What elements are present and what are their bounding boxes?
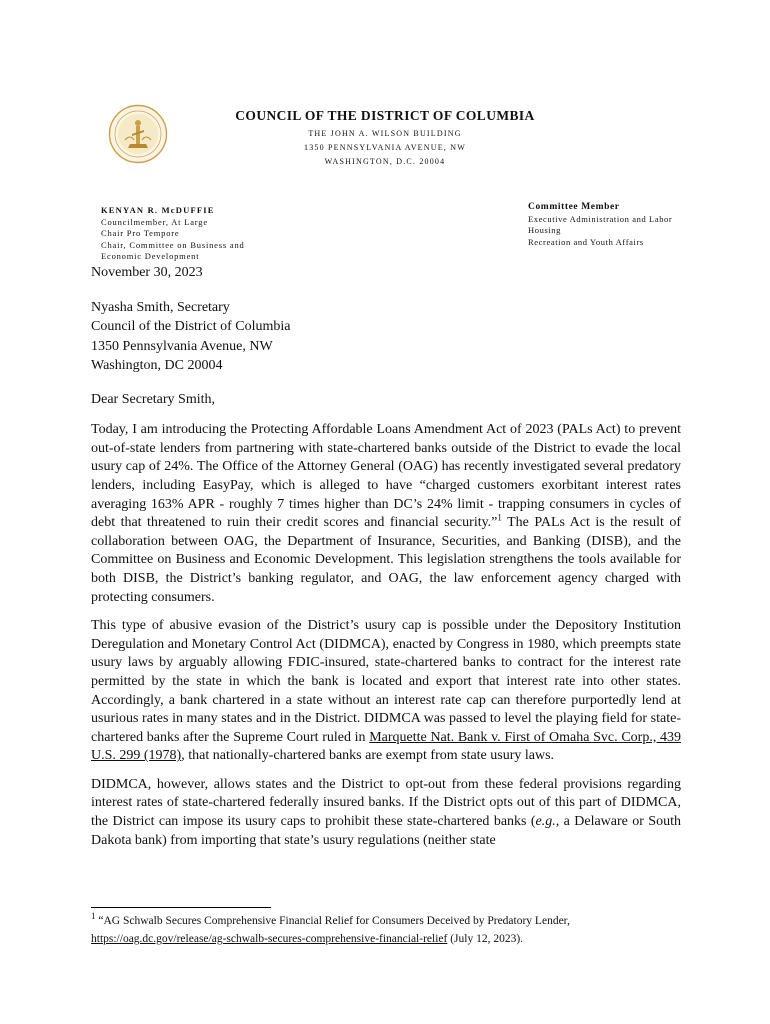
letter-date: November 30, 2023 <box>91 265 203 280</box>
paragraph-1-text-cont: The PALs Act is the result of collaboration between OAG, the Department of Insurance, Securities, and Banking (DISB), and the Committee on Business and Economic Development. This legislation strengthens the tools available for both DISB, the District’s banking regulator, and OAG, the law enforcement agency charged with protecting consumers. <box>91 515 681 605</box>
committee-heading: Committee Member <box>528 202 620 212</box>
recipient-line: Nyasha Smith, Secretary <box>91 299 230 315</box>
paragraph-1-text: Today, I am introducing the Protecting Affordable Loans Amendment Act of 2023 (PALs Act) to prevent out-of-state lenders from partnering with state-chartered banks outside of the District to evade the local usury cap of 24%. The Office of the Attorney General (OAG) has recently investigated several predatory lenders, including EasyPay, which is alleged to have “charged customers exorbitant interest rates averaging 163% APR - roughly 7 times higher than DC’s 24% limit - trapping consumers in cycles of debt that threatened to ruin their credit scores and financial security.” <box>91 422 681 531</box>
paragraph-2 <box>91 617 681 766</box>
council-seal-icon <box>108 104 168 164</box>
building-name: THE JOHN A. WILSON BUILDING <box>308 129 462 138</box>
footnote <box>91 912 691 948</box>
letter-body <box>91 264 681 860</box>
sender-block <box>101 205 245 263</box>
city-address: WASHINGTON, D.C. 20004 <box>324 157 446 166</box>
recipient-line: 1350 Pennsylvania Avenue, NW <box>91 338 273 354</box>
footnote-ref[interactable]: 1 <box>497 512 502 523</box>
footnote-divider <box>91 907 271 908</box>
recipient-line: Council of the District of Columbia <box>91 319 291 335</box>
paragraph-2-text: This type of abusive evasion of the District’s usury cap is possible under the Depository Institution Deregulation and Monetary Control Act (DIDMCA), enacted by Congress in 1980, which preempts state usury laws by arguably allowing FDIC-insured, state-chartered banks to contract for the interest rate permitted by the state in which the bank is located and export that interest rate into other states. Accordingly, a bank chartered in a state without an interest rate cap can therefore purportedly lend at usurious rates in many states and in the District. DIDMCA was passed to level the playing field for state-chartered banks after the Supreme Court ruled in <box>91 618 681 745</box>
committee-block <box>528 202 672 248</box>
letterhead <box>200 108 570 166</box>
sender-title: Chair, Committee on Business and <box>101 239 245 250</box>
paragraph-1 <box>91 421 681 607</box>
recipient-line: Washington, DC 20004 <box>91 358 223 374</box>
case-citation-link[interactable]: Marquette Nat. Bank v. First of Omaha Svc. Corp., 439 U.S. 299 (1978) <box>91 729 682 764</box>
council-name: COUNCIL OF THE DISTRICT OF COLUMBIA <box>235 108 535 123</box>
paragraph-3-text-cont: , a Delaware or South Dakota bank) from importing that state’s usury regulations (neither state <box>91 814 681 848</box>
sender-name: KENYAN R. McDUFFIE <box>101 205 215 215</box>
sender-title: Councilmember, At Large <box>101 216 208 227</box>
recipient-address <box>91 298 681 376</box>
street-address: 1350 PENNSYLVANIA AVENUE, NW <box>304 143 466 152</box>
sender-title: Chair Pro Tempore <box>101 228 180 238</box>
paragraph-2-text-cont: , that nationally-chartered banks are exempt from state usury laws. <box>181 748 555 764</box>
footnote-number: 1 <box>91 911 96 922</box>
committee-item: Executive Administration and Labor <box>528 213 673 224</box>
paragraph-3 <box>91 776 681 850</box>
eg-abbrev: e.g. <box>535 814 556 830</box>
footnote-text: “AG Schwalb Secures Comprehensive Financial Relief for Consumers Deceived by Predatory Lender, <box>95 915 570 927</box>
footnote-url-link[interactable]: https://oag.dc.gov/release/ag-schwalb-secures-comprehensive-financial-relief <box>91 933 448 945</box>
salutation: Dear Secretary Smith, <box>91 391 216 407</box>
committee-item: Housing <box>528 225 562 235</box>
sender-title: Economic Development <box>101 251 200 261</box>
footnote-date: (July 12, 2023). <box>447 933 524 945</box>
paragraph-3-text: DIDMCA, however, allows states and the District to opt-out from these federal provisions regarding interest rates of state-chartered federally insured banks. If the District opts out of this part of DIDMCA, the District can impose its usury caps to prohibit these state-chartered banks ( <box>91 776 681 830</box>
committee-item: Recreation and Youth Affairs <box>528 236 644 247</box>
